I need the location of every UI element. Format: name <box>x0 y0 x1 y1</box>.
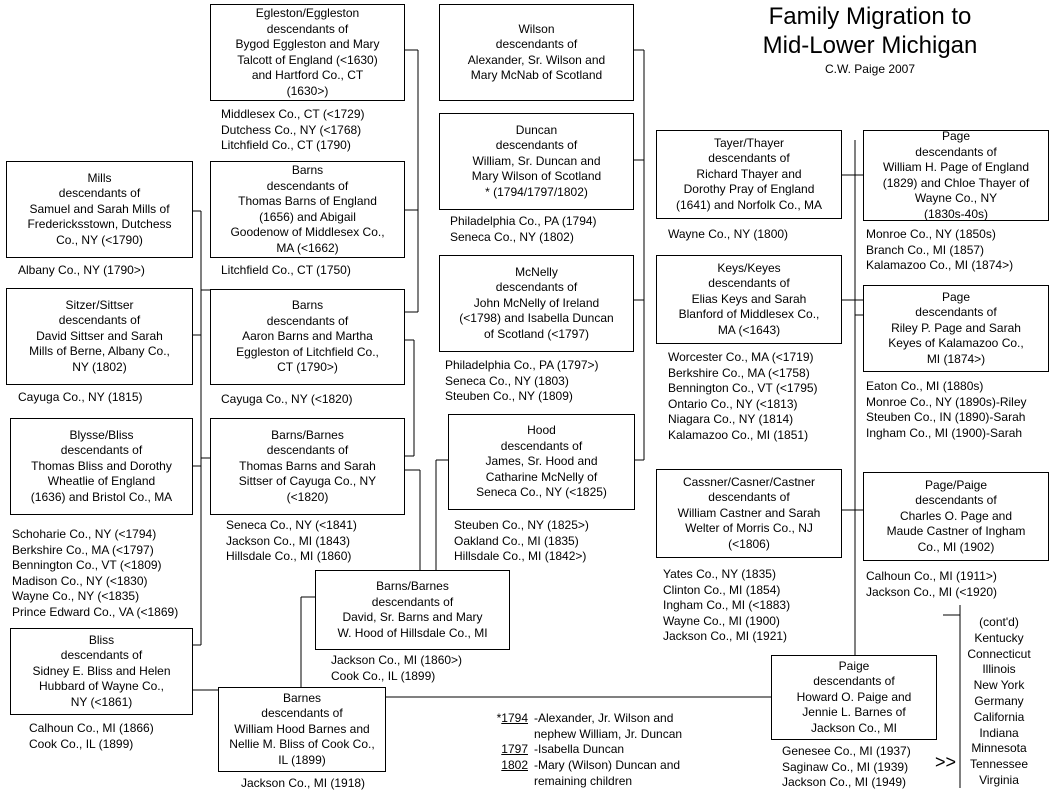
diagram-author: C.W. Paige 2007 <box>824 62 916 76</box>
places-bliss-sidney: Calhoun Co., MI (1866) Cook Co., IL (1899) <box>29 721 154 751</box>
family-box-duncan: Duncan descendants of William, Sr. Duncan and Mary Wilson of Scotland * (1794/1797/1802) <box>439 113 634 210</box>
family-box-keyes: Keys/Keyes descendants of Elias Keys and Sarah Blanford of Middlesex Co., MA (<1643) <box>656 255 842 344</box>
continued-list <box>960 615 1038 789</box>
footnote-mark: 1797 <box>501 742 528 756</box>
footnote-text: -Mary (Wilson) Duncan and remaining children <box>534 758 681 788</box>
footnote-mark: 1802 <box>501 758 528 772</box>
places-barns-thomas: Litchfield Co., CT (1750) <box>221 263 351 277</box>
places-hood: Steuben Co., NY (1825>) Oakland Co., MI (1835) Hillsdale Co., MI (1842>) <box>454 518 589 563</box>
state-item: Tennessee <box>969 757 1029 772</box>
state-item: Kentucky <box>974 630 1024 645</box>
places-page-william: Monroe Co., NY (1850s) Branch Co., MI (1857) Kalamazoo Co., MI (1874>) <box>866 227 1014 272</box>
family-box-page-william: Page descendants of William H. Page of England (1829) and Chloe Thayer of Wayne Co., NY (1830s-40s) <box>863 130 1049 221</box>
family-box-paige-howard: Paige descendants of Howard O. Paige and Jennie L. Barnes of Jackson Co., MI <box>771 655 937 740</box>
places-keyes: Worcester Co., MA (<1719) Berkshire Co., MA (<1758) Bennington Co., VT (<1795) Ontario Co., NY (<1813) Niagara Co., NY (1814) Kalamazoo Co., MI (1851) <box>668 350 818 442</box>
places-egleston: Middlesex Co., CT (<1729) Dutchess Co., NY (<1768) Litchfield Co., CT (1790) <box>221 107 365 152</box>
state-item: Indiana <box>979 725 1019 740</box>
state-item: Germany <box>974 693 1024 708</box>
family-box-sitzer: Sitzer/Sittser descendants of David Sittser and Sarah Mills of Berne, Albany Co., NY (1802) <box>6 288 193 385</box>
places-paige-howard: Genesee Co., MI (1937) Saginaw Co., MI (1939) Jackson Co., MI (1949) <box>782 744 911 789</box>
places-barnes-david: Jackson Co., MI (1860>) Cook Co., IL (1899) <box>331 653 463 683</box>
diagram-title: Family Migration to Mid-Lower Michigan <box>762 3 978 59</box>
family-box-mills: Mills descendants of Samuel and Sarah Mills of Fredericksstown, Dutchess Co., NY (<1790) <box>6 161 193 258</box>
state-item: Connecticut <box>967 646 1031 661</box>
places-page-charles: Calhoun Co., MI (1911>) Jackson Co., MI (<1920) <box>866 569 998 599</box>
family-box-wilson: Wilson descendants of Alexander, Sr. Wilson and Mary McNab of Scotland <box>439 4 634 101</box>
family-box-page-riley: Page descendants of Riley P. Page and Sarah Keyes of Kalamazoo Co., MI (1874>) <box>863 285 1049 372</box>
family-box-bliss-thomas: Blysse/Bliss descendants of Thomas Bliss and Dorothy Wheatlie of England (1636) and Bristol Co., MA <box>10 418 193 515</box>
family-box-bliss-sidney: Bliss descendants of Sidney E. Bliss and Helen Hubbard of Wayne Co., NY (<1861) <box>10 628 193 715</box>
places-barns-aaron: Cayuga Co., NY (<1820) <box>221 392 353 406</box>
places-sitzer: Cayuga Co., NY (1815) <box>18 390 143 404</box>
family-box-barnes-thomas: Barns/Barnes descendants of Thomas Barns and Sarah Sittser of Cayuga Co., NY (<1820) <box>210 418 405 515</box>
family-box-egleston: Egleston/Eggleston descendants of Bygod Eggleston and Mary Talcott of England (<1630) and Hartford Co., CT (1630>) <box>210 4 405 101</box>
state-item: Illinois <box>982 662 1016 677</box>
family-box-barns-aaron: Barns descendants of Aaron Barns and Martha Eggleston of Litchfield Co., CT (1790>) <box>210 289 405 385</box>
footnotes <box>490 711 730 791</box>
family-box-mcnelly: McNelly descendants of John McNelly of Ireland (<1798) and Isabella Duncan of Scotland (<1797) <box>439 255 634 352</box>
state-item: California <box>973 709 1025 724</box>
places-bliss-thomas: Schoharie Co., NY (<1794) Berkshire Co., MA (<1797) Bennington Co., VT (<1809) Madison Co., NY (<1830) Wayne Co., NY (<1835) Prince Edward Co., VA (<1869) <box>12 527 179 619</box>
places-mills: Albany Co., NY (1790>) <box>18 263 145 277</box>
continue-arrow-icon: >> <box>935 752 957 772</box>
footnote-mark: *1794 <box>496 711 528 725</box>
contd-label: (cont'd) <box>979 615 1019 629</box>
footnote-text: -Isabella Duncan <box>534 742 625 756</box>
family-box-thayer: Tayer/Thayer descendants of Richard Thayer and Dorothy Pray of England (1641) and Norfolk Co., MA <box>656 130 842 219</box>
family-box-barnes-david: Barns/Barnes descendants of David, Sr. Barns and Mary W. Hood of Hillsdale Co., MI <box>315 570 510 650</box>
footnote-text: -Alexander, Jr. Wilson and nephew William, Jr. Duncan <box>534 711 683 741</box>
places-castner: Yates Co., NY (1835) Clinton Co., MI (1854) Ingham Co., MI (<1883) Wayne Co., MI (1900) Jackson Co., MI (1921) <box>663 567 791 643</box>
state-item: Virginia <box>979 772 1019 787</box>
places-duncan: Philadelphia Co., PA (1794) Seneca Co., NY (1802) <box>450 214 597 244</box>
family-box-hood: Hood descendants of James, Sr. Hood and Catharine McNelly of Seneca Co., NY (<1825) <box>448 414 635 510</box>
places-barnes-thomas: Seneca Co., NY (<1841) Jackson Co., MI (1843) Hillsdale Co., MI (1860) <box>226 518 357 563</box>
family-box-castner: Cassner/Casner/Castner descendants of William Castner and Sarah Welter of Morris Co., NJ (<1806) <box>656 469 842 558</box>
state-item: New York <box>973 678 1025 693</box>
family-box-barnes-william: Barnes descendants of William Hood Barnes and Nellie M. Bliss of Cook Co., IL (1899) <box>218 687 386 772</box>
state-item: Minnesota <box>971 741 1027 756</box>
family-box-barns-thomas: Barns descendants of Thomas Barns of England (1656) and Abigail Goodenow of Middlesex Co., MA (<1662) <box>210 161 405 258</box>
places-barnes-william: Jackson Co., MI (1918) <box>241 776 366 790</box>
family-box-page-charles: Page/Paige descendants of Charles O. Page and Maude Castner of Ingham Co., MI (1902) <box>863 472 1049 561</box>
places-page-riley: Eaton Co., MI (1880s) Monroe Co., NY (1890s)-Riley Steuben Co., IN (1890)-Sarah Ingham Co., MI (1900)-Sarah <box>866 379 1027 440</box>
places-thayer: Wayne Co., NY (1800) <box>668 227 789 241</box>
places-mcnelly: Philadelphia Co., PA (1797>) Seneca Co., NY (1803) Steuben Co., NY (1809) <box>445 358 599 403</box>
